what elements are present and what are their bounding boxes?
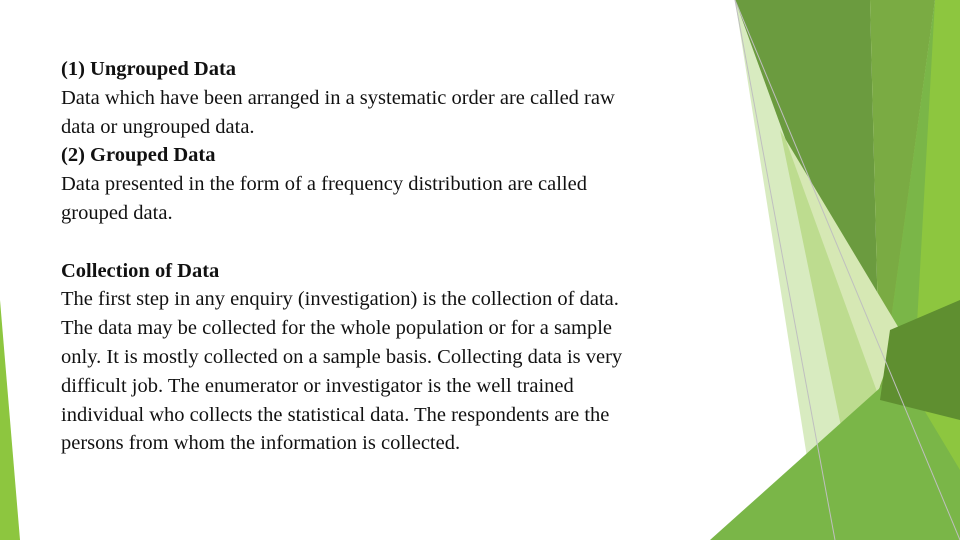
collection-paragraph-line: difficult job. The enumerator or investigator is the well trained xyxy=(61,374,574,397)
paragraph-gap xyxy=(61,228,741,257)
heading-ungrouped-data: (1) Ungrouped Data xyxy=(61,58,237,80)
collection-paragraph-line: The data may be collected for the whole population or for a sample xyxy=(61,317,613,340)
collection-paragraph-line: The first step in any enquiry (investigation) is the collection of data. xyxy=(61,288,619,311)
ungrouped-definition-line-1: Data which have been arranged in a systematic order are called raw xyxy=(61,86,615,109)
collection-paragraph-line: only. It is mostly collected on a sample basis. Collecting data is very xyxy=(61,345,623,368)
collection-paragraph-line: persons from whom the information is collected. xyxy=(61,432,461,455)
ungrouped-definition-line-2: data or ungrouped data. xyxy=(61,115,255,138)
heading-grouped-data: (2) Grouped Data xyxy=(61,144,216,167)
grouped-definition-line-1: Data presented in the form of a frequency distribution are called xyxy=(61,173,587,196)
left-accent-shape xyxy=(0,300,20,540)
slide-text-content xyxy=(61,55,741,458)
heading-collection-of-data: Collection of Data xyxy=(61,259,220,282)
collection-paragraph-line: individual who collects the statistical data. The respondents are the xyxy=(61,403,610,426)
grouped-definition-line-2: grouped data. xyxy=(61,201,173,224)
